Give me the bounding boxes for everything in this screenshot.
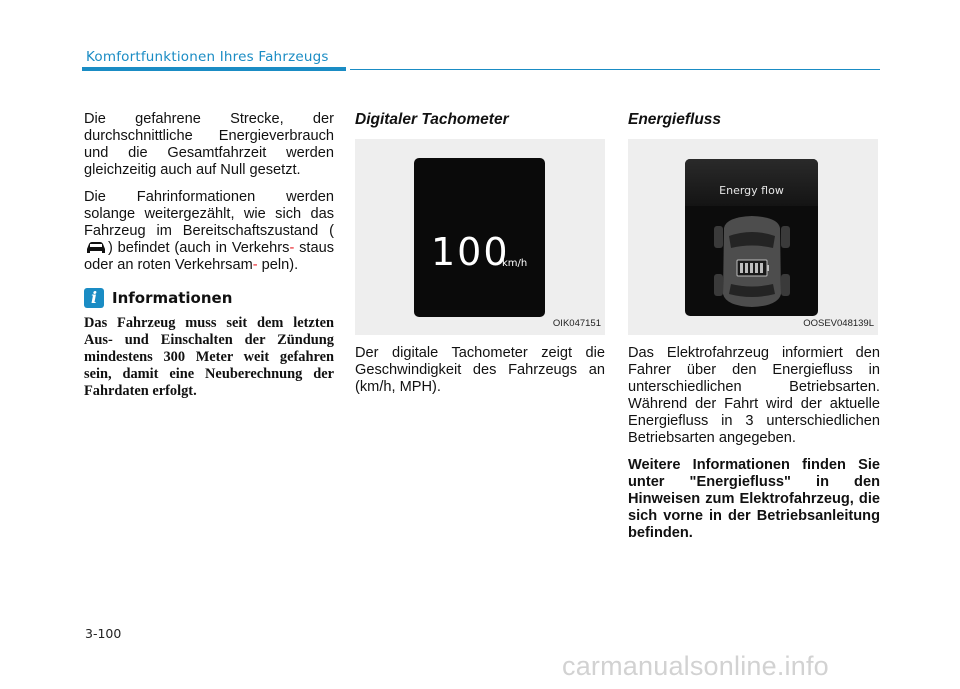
speedometer-figure [355, 139, 605, 335]
energy-flow-display [685, 159, 818, 316]
info-header [84, 288, 334, 308]
car-topview-icon [712, 214, 792, 309]
energy-flow-title: Energy flow [719, 184, 784, 197]
heading-digital-speedometer: Digitaler Tachometer [355, 111, 509, 128]
column-right [628, 111, 880, 542]
speed-value: 100 [431, 230, 510, 274]
info-title: Informationen [112, 288, 233, 307]
column-middle [355, 111, 605, 406]
energy-flow-description: Das Elektrofahrzeug informiert den Fahrer über den Energiefluss in unterschiedlichen Betriebsarten. Während der Fahrt wird der aktuelle Energiefluss in 3 unterschiedlichen Betriebsarten angegeben. [628, 345, 880, 446]
info-text: Das Fahrzeug muss seit dem letzten Aus- und Einschalten der Zündung mindestens 300 Meter weit gefahren sein, damit eine Neuberechnung der Fahrdaten erfolgt. [84, 315, 334, 399]
hyphen-mark: - [289, 240, 295, 256]
heading-energy-flow: Energiefluss [628, 111, 722, 128]
speedometer-display [414, 158, 545, 317]
header-rule-thick [82, 67, 346, 71]
energy-flow-note: Weitere Informationen finden Sie unter "Energiefluss" in den Hinweisen zum Elektrofahrzeug, die sich vorne in der Betriebsanleitung befinden. [628, 457, 880, 541]
figure-code: OIK047151 [552, 318, 601, 329]
header-rule-thin [350, 69, 880, 70]
text-fragment: peln). [261, 257, 299, 273]
figure-code: OOSEV048139L [803, 318, 874, 329]
column-left [84, 111, 334, 400]
page-number: 3-100 [85, 626, 122, 641]
energy-flow-figure [628, 139, 878, 335]
section-title: Komfortfunktionen Ihres Fahrzeugs [86, 49, 329, 65]
car-ready-icon [84, 240, 108, 255]
speed-unit: km/h [502, 258, 528, 269]
watermark: carmanualsonline.info [562, 651, 829, 681]
paragraph-reset: Die gefahrene Strecke, der durchschnittliche Energieverbrauch und die Gesamtfahrzeit werden gleichzeitig auch auf Null gesetzt. [84, 111, 334, 178]
info-icon: i [84, 288, 104, 308]
text-fragment: staus oder an roten Verkehrsam [84, 240, 334, 273]
text-fragment: Die Fahrinformationen werden solange weitergezählt, wie sich das Fahrzeug im Bereitschaftszustand ( [84, 189, 334, 239]
hyphen-mark: - [252, 257, 258, 273]
text-fragment: ) befindet (auch in Verkehrs [108, 240, 290, 256]
paragraph-ready-state [84, 189, 334, 274]
speedometer-description: Der digitale Tachometer zeigt die Geschwindigkeit des Fahrzeugs an (km/h, MPH). [355, 345, 605, 395]
